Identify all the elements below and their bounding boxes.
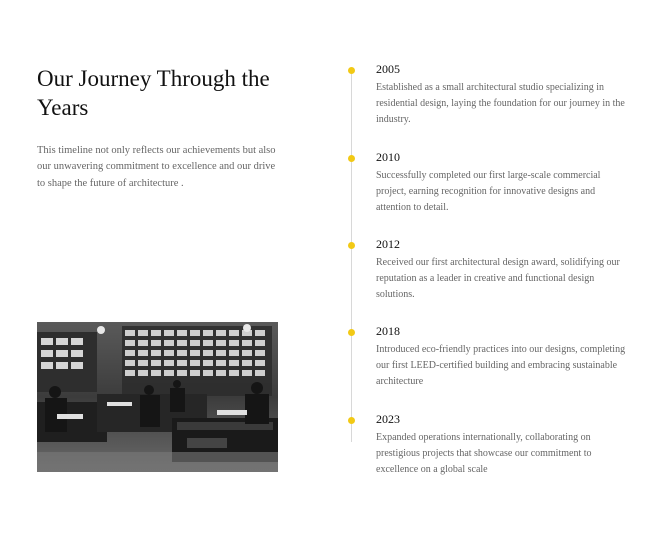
event-description: Expanded operations internationally, collaborating on prestigious projects that showcase our commitment to excellence on a global scale (376, 432, 592, 476)
intro-section (37, 64, 282, 203)
timeline-dot-icon (348, 329, 355, 336)
timeline-line (351, 70, 352, 442)
event-year: 2010 (376, 150, 400, 164)
page-title: Our Journey Through the Years (37, 66, 270, 120)
timeline-dot-icon (348, 242, 355, 249)
intro-text: This timeline not only reflects our achievements but also our unwavering commitment to excellence and our drive to shape the future of architecture . (37, 145, 276, 189)
event-year: 2023 (376, 412, 400, 426)
event-description: Established as a small architectural studio specializing in residential design, laying the foundation for our journey in the industry. (376, 82, 625, 126)
event-description: Received our first architectural design award, solidifying our reputation as a leader in creative and functional design solutions. (376, 257, 620, 301)
event-year: 2012 (376, 237, 400, 251)
event-description: Introduced eco-friendly practices into our designs, completing our first LEED-certified building and embracing sustainable architecture (376, 344, 626, 388)
event-description: Successfully completed our first large-scale commercial project, earning recognition for innovative designs and attention to detail. (376, 170, 601, 214)
historic-office-photo (37, 322, 278, 472)
timeline (340, 60, 640, 476)
timeline-dot-icon (348, 155, 355, 162)
timeline-dot-icon (348, 67, 355, 74)
event-year: 2005 (376, 62, 400, 76)
timeline-dot-icon (348, 417, 355, 424)
event-year: 2018 (376, 324, 400, 338)
